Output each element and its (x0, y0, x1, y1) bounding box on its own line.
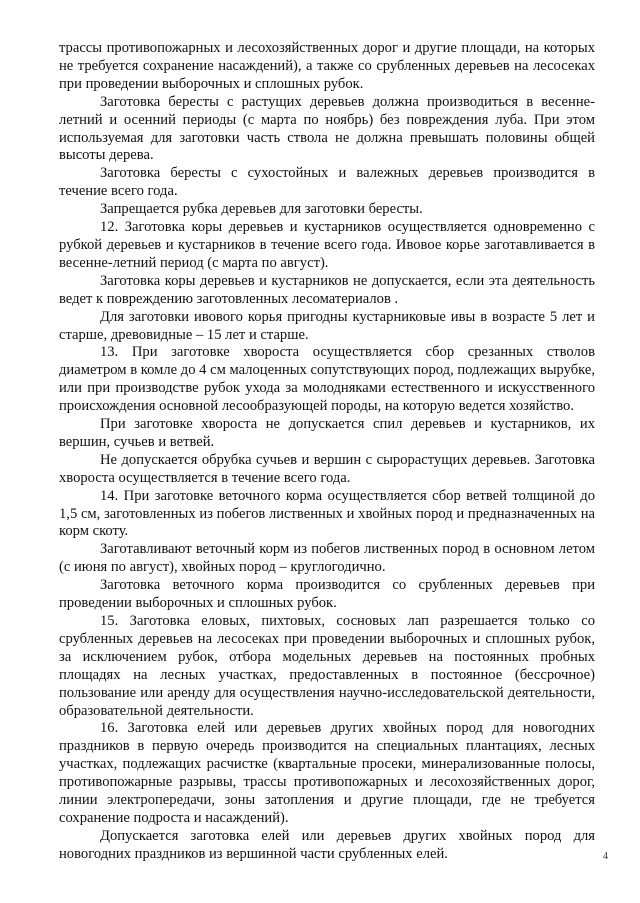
paragraph-feed-season: Заготавливают веточный корм из побегов лиственных пород в основном летом (с июня по август), хвойных пород – круглогодично. (59, 541, 595, 576)
paragraph-bark-prohibition: Запрещается рубка деревьев для заготовки бересты. (100, 201, 423, 218)
paragraph-feed-source: Заготовка веточного корма производится со срубленных деревьев при проведении выборочных и сплошных рубок. (59, 577, 595, 612)
document-body (59, 40, 595, 864)
paragraph-continuation: трассы противопожарных и лесохозяйственных дорог и другие площади, на которых не требуется сохранение насаждений), а также со срубленных деревьев на лесосеках при проведении выборочных и сплошных рубок. (59, 40, 595, 92)
paragraph-fir-tops: Допускается заготовка елей или деревьев других хвойных пород для новогодних праздников из вершинной части срубленных елей. (59, 827, 595, 862)
paragraph-item-13: 13. При заготовке хвороста осуществляется сбор срезанных стволов диаметром в комле до 4 см малоценных сопутствующих пород, подлежащих вырубке, или при производстве рубок ухода за молодняками естественного и искусственного происхождения основной лесообразующей породы, на которую ведется хозяйство. (59, 344, 595, 415)
paragraph-brushwood-not-allowed: При заготовке хвороста не допускается спил деревьев и кустарников, их вершин, сучьев и ветвей. (59, 416, 595, 450)
paragraph-item-15: 15. Заготовка еловых, пихтовых, сосновых лап разрешается только со срубленных деревьев на лесосеках при проведении выборочных и сплошных рубок, за исключением рубок, отбора модельных деревьев на постоянных пробных площадях на лесных участках, предоставленных в постоянное (бессрочное) пользование или аренду для осуществления научно-исследовательской деятельности, образовательной деятельности. (59, 613, 595, 719)
paragraph-brushwood-season: Не допускается обрубка сучьев и вершин с сырорастущих деревьев. Заготовка хвороста осуществляется в течение всего года. (59, 451, 595, 486)
paragraph-item-14: 14. При заготовке веточного корма осуществляется сбор ветвей толщиной до 1,5 см, заготовленных из побегов лиственных и хвойных пород и предназначенных на корм скоту. (59, 487, 595, 540)
paragraph-item-16: 16. Заготовка елей или деревьев других хвойных пород для новогодних праздников в первую очередь производится на специальных плантациях, лесных участках, подлежащих расчистке (квартальные просеки, минерализованные полосы, противопожарные разрывы, трассы противопожарных и лесохозяйственных дорог, линии электропередачи, зоны затопления и другие площади, где не требуется сохранение подроста и насаждений). (59, 720, 595, 826)
paragraph-bark-not-allowed: Заготовка коры деревьев и кустарников не допускается, если эта деятельность ведет к повреждению заготовленных лесоматериалов . (59, 272, 595, 307)
paragraph-item-12: 12. Заготовка коры деревьев и кустарников осуществляется одновременно с рубкой деревьев и кустарников в течение всего года. Ивовое корье заготавливается в весенне-летний период (с марта по август). (59, 219, 595, 271)
paragraph-willow-bark-age: Для заготовки ивового корья пригодны кустарниковые ивы в возрасте 5 лет и старше, древовидные – 15 лет и старше. (59, 308, 595, 343)
paragraph-bark-growing-trees: Заготовка бересты с растущих деревьев должна производиться в весенне-летний и осенний периоды (с марта по ноябрь) без повреждения луба. При этом используемая для заготовки часть ствола не должна превышать половины общей высоты дерева. (59, 93, 595, 164)
page-number: 4 (603, 851, 608, 862)
paragraph-bark-dead-trees: Заготовка бересты с сухостойных и валежных деревьев производится в течение всего года. (59, 165, 595, 200)
